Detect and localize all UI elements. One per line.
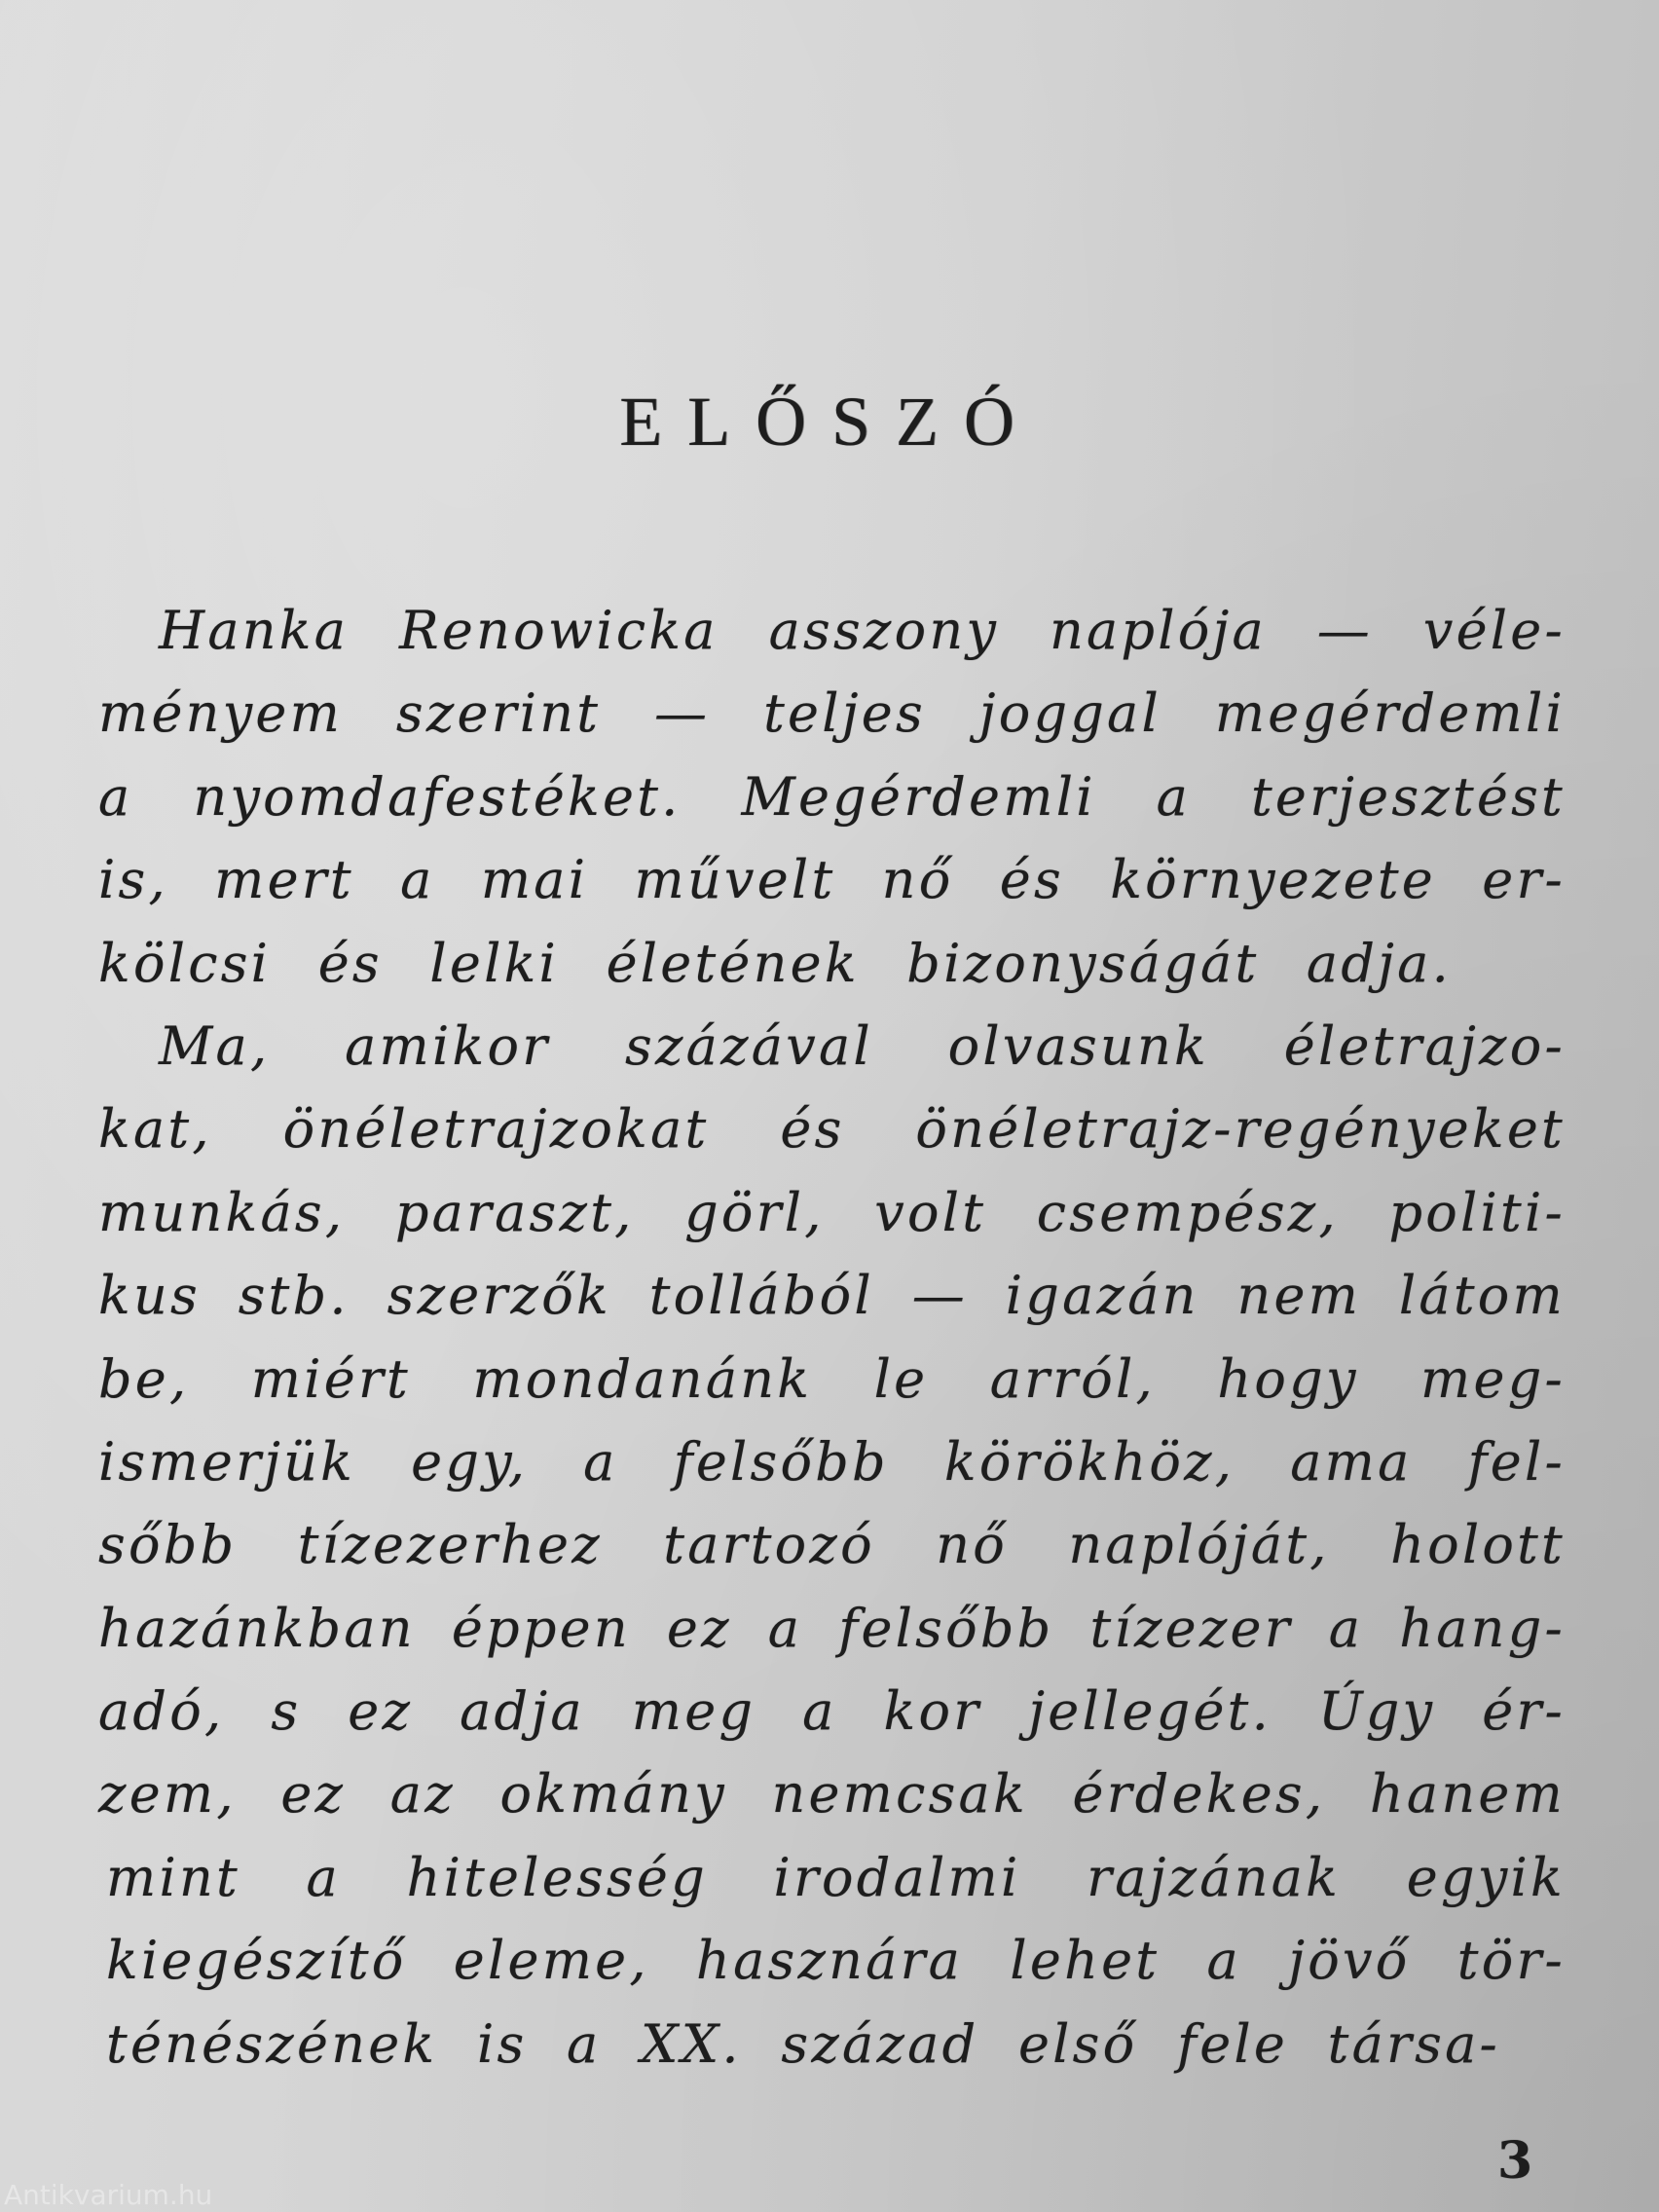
- text-line: ményem szerint — teljes joggal megérdemli: [98, 682, 1566, 745]
- page-number: 3: [1497, 2131, 1533, 2191]
- text-line: ismerjük egy, a felsőbb körökhöz, ama fel-: [98, 1430, 1566, 1493]
- text-line: zem, ez az okmány nemcsak érdekes, hanem: [98, 1763, 1566, 1825]
- text-line: adó, s ez adja meg a kor jellegét. Úgy ér-: [98, 1680, 1566, 1743]
- text-line: mint a hitelesség irodalmi rajzának egyik: [106, 1846, 1566, 1908]
- text-line: kat, önéletrajzokat és önéletrajz-regényeket: [98, 1098, 1566, 1161]
- watermark: Antikvarium.hu: [4, 2179, 213, 2211]
- text-line: sőbb tízezerhez tartozó nő naplóját, holott: [98, 1514, 1566, 1576]
- text-line: ténészének is a XX. század első fele társa-: [106, 2012, 1500, 2075]
- text-line: Hanka Renowicka asszony naplója — véle-: [159, 600, 1566, 661]
- text-line: munkás, paraszt, görl, volt csempész, politi-: [98, 1181, 1566, 1243]
- text-line: be, miért mondanánk le arról, hogy meg-: [98, 1347, 1566, 1410]
- text-line: kiegészítő eleme, hasznára lehet a jövő tör-: [106, 1930, 1566, 1992]
- text-line: kus stb. szerzők tollából — igazán nem látom: [98, 1265, 1566, 1327]
- text-line: Ma, amikor százával olvasunk életrajzo-: [159, 1014, 1566, 1077]
- text-line: a nyomdafestéket. Megérdemli a terjesztést: [98, 765, 1566, 828]
- body-text: [98, 589, 1566, 2085]
- page-title: ELŐSZÓ: [619, 383, 1040, 461]
- text-line: hazánkban éppen ez a felsőbb tízezer a hang-: [98, 1597, 1566, 1659]
- text-line: is, mert a mai művelt nő és környezete er-: [98, 849, 1566, 911]
- paragraph-1: [98, 589, 1566, 1005]
- paragraph-2: [98, 1005, 1566, 2085]
- text-line: kölcsi és lelki életének bizonyságát adja.: [98, 932, 1452, 994]
